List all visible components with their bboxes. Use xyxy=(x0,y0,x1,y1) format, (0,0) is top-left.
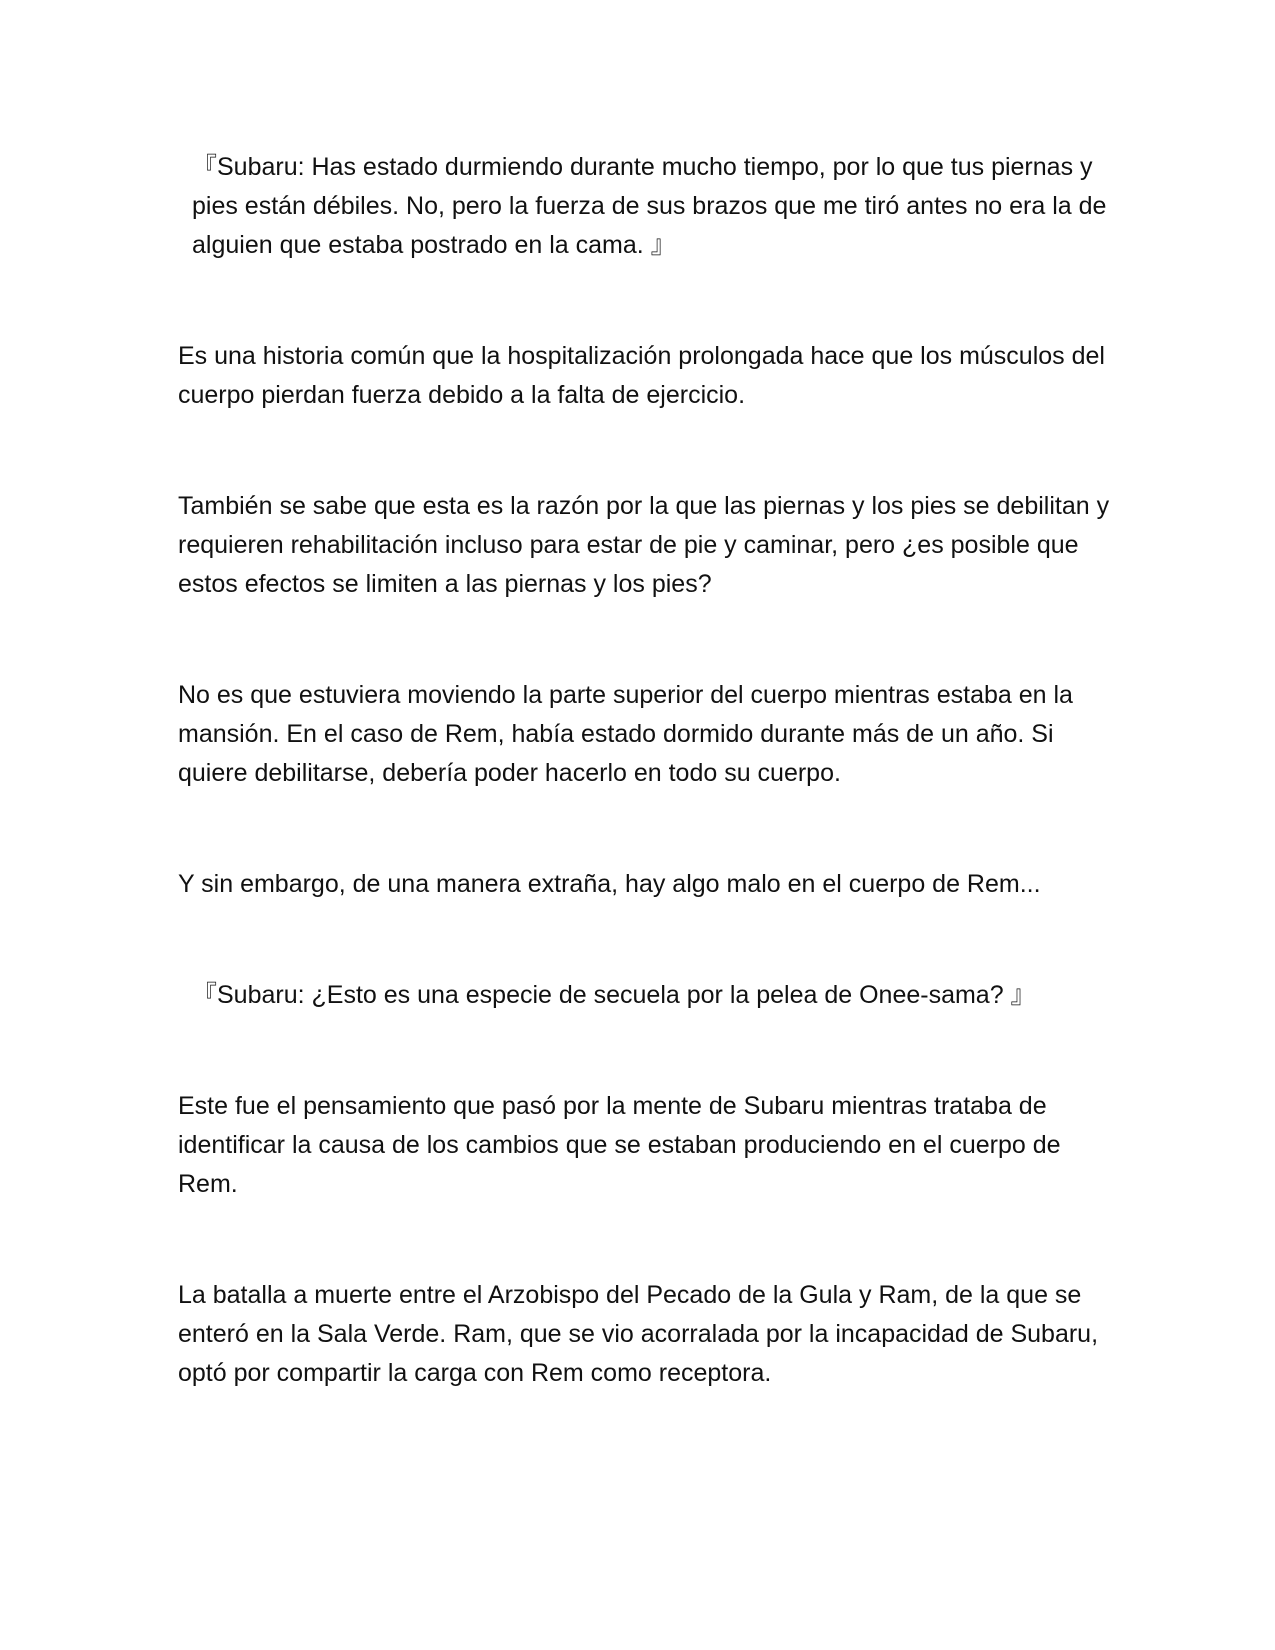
narration-paragraph: Este fue el pensamiento que pasó por la mente de Subaru mientras trataba de identificar la causa de los cambios que se estaban produciendo en el cuerpo de Rem. xyxy=(178,1092,1061,1198)
narration-paragraph: No es que estuviera moviendo la parte superior del cuerpo mientras estaba en la mansión. En el caso de Rem, había estado dormido durante más de un año. Si quiere debilitarse, debería poder hacerlo en todo su cuerpo. xyxy=(178,681,1073,787)
narration-paragraph: La batalla a muerte entre el Arzobispo del Pecado de la Gula y Ram, de la que se enteró en la Sala Verde. Ram, que se vio acorralada por la incapacidad de Subaru, optó por compartir la carga con Rem como receptora. xyxy=(178,1281,1099,1387)
narration-paragraph: Y sin embargo, de una manera extraña, hay algo malo en el cuerpo de Rem... xyxy=(178,870,1041,898)
narration-paragraph: También se sabe que esta es la razón por la que las piernas y los pies se debilitan y requieren rehabilitación incluso para estar de pie y caminar, pero ¿es posible que estos efectos se limiten a las piernas y los pies? xyxy=(178,492,1110,598)
dialogue-paragraph: 『Subaru: Has estado durmiendo durante mucho tiempo, por lo que tus piernas y pies están débiles. No, pero la fuerza de sus brazos que me tiró antes no era la de alguien que estaba postrado en la cama. 』 xyxy=(192,153,1107,259)
narration-paragraph: Es una historia común que la hospitalización prolongada hace que los músculos del cuerpo pierdan fuerza debido a la falta de ejercicio. xyxy=(178,342,1105,409)
document-body xyxy=(178,148,1113,1465)
dialogue-paragraph: 『Subaru: ¿Esto es una especie de secuela por la pelea de Onee-sama? 』 xyxy=(192,981,1036,1009)
